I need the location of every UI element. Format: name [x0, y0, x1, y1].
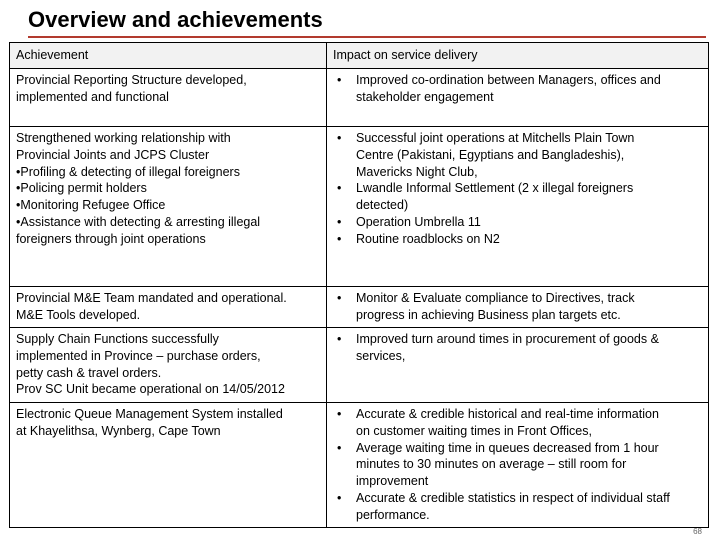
impact-bullet: [333, 180, 703, 214]
impact-text-line: minutes to 30 minutes on average – still room for: [356, 457, 627, 472]
achievement-cell: [10, 127, 327, 287]
impact-text-line: improvement: [356, 474, 429, 489]
achievement-text-line: M&E Tools developed.: [16, 307, 141, 322]
impact-text-line: Centre (Pakistani, Egyptians and Bangladeshis),: [356, 147, 625, 162]
impact-text-line: • Operation Umbrella 11: [356, 214, 481, 229]
impact-text-line: progress in achieving Business plan targets etc.: [356, 307, 621, 322]
impact-bullet-list: [333, 290, 703, 324]
table-row: [10, 403, 709, 528]
impact-text-line: • Routine roadblocks on N2: [356, 231, 500, 246]
impact-bullet: [333, 130, 703, 180]
achievement-cell: [10, 328, 327, 403]
impact-bullet-list: [333, 406, 703, 524]
impact-bullet: [333, 72, 703, 106]
achievement-cell: [10, 69, 327, 127]
header-impact: Impact on service delivery: [327, 43, 709, 69]
impact-cell: [327, 328, 709, 403]
achievement-text-line: Supply Chain Functions successfully: [16, 332, 219, 346]
achievement-text-line: implemented in Province – purchase orders,: [16, 348, 261, 363]
table-body: [10, 69, 709, 528]
achievement-text-line: implemented and functional: [16, 89, 169, 104]
impact-bullet: [333, 331, 703, 365]
impact-cell: [327, 287, 709, 328]
impact-text-line: on customer waiting times in Front Offices,: [356, 423, 592, 438]
title-underline: [28, 36, 706, 38]
impact-bullet-list: [333, 331, 703, 365]
impact-text-line: Mavericks Night Club,: [356, 164, 478, 179]
achievement-text-line: Provincial M&E Team mandated and operational.: [16, 291, 287, 305]
impact-bullet-list: [333, 72, 703, 106]
impact-text-line: • Lwandle Informal Settlement (2 x illegal foreigners: [356, 181, 634, 196]
impact-bullet: [333, 440, 703, 490]
impact-text-line: performance.: [356, 507, 430, 522]
impact-text-line: services,: [356, 348, 406, 363]
table-header-row: [10, 43, 709, 69]
table-row: [10, 287, 709, 328]
impact-cell: [327, 403, 709, 528]
impact-text-line: • Improved co-ordination between Managers, offices and: [356, 73, 661, 87]
achievement-text-line: Electronic Queue Management System installed: [16, 407, 283, 421]
achievement-text-line: •Monitoring Refugee Office: [16, 198, 166, 213]
impact-text-line: • Monitor & Evaluate compliance to Directives, track: [356, 291, 635, 305]
achievement-text-line: Provincial Joints and JCPS Cluster: [16, 147, 210, 162]
impact-text-line: • Accurate & credible statistics in respect of individual staff: [356, 490, 670, 505]
impact-text-line: • Average waiting time in queues decreased from 1 hour: [356, 440, 659, 455]
impact-text-line: • Improved turn around times in procurement of goods &: [356, 332, 659, 346]
achievement-text-line: petty cash & travel orders.: [16, 365, 162, 380]
header-achievement: Achievement: [10, 43, 327, 69]
impact-bullet: [333, 231, 703, 248]
table-row: [10, 127, 709, 287]
impact-bullet-list: [333, 130, 703, 248]
achievement-text-line: at Khayelithsa, Wynberg, Cape Town: [16, 423, 221, 438]
impact-text-line: • Accurate & credible historical and real-time information: [356, 407, 659, 421]
achievement-text-line: •Policing permit holders: [16, 181, 147, 196]
achievement-text-line: •Profiling & detecting of illegal foreigners: [16, 164, 240, 179]
page-title: Overview and achievements: [28, 7, 323, 32]
impact-bullet: [333, 406, 703, 440]
table-row: [10, 328, 709, 403]
achievement-text-line: •Assistance with detecting & arresting illegal: [16, 214, 261, 229]
achievement-cell: [10, 287, 327, 328]
impact-text-line: stakeholder engagement: [356, 89, 494, 104]
page-number: 68: [693, 527, 702, 536]
achievement-text-line: Prov SC Unit became operational on 14/05/2012: [16, 382, 285, 397]
impact-cell: [327, 127, 709, 287]
impact-text-line: detected): [356, 198, 409, 213]
table-row: [10, 69, 709, 127]
impact-text-line: • Successful joint operations at Mitchells Plain Town: [356, 131, 635, 145]
achievement-cell: [10, 403, 327, 528]
impact-bullet: [333, 214, 703, 231]
impact-bullet: [333, 490, 703, 524]
achievement-text-line: Strengthened working relationship with: [16, 131, 231, 145]
achievements-table: [9, 42, 709, 528]
achievement-text-line: foreigners through joint operations: [16, 231, 206, 246]
impact-bullet: [333, 290, 703, 324]
achievement-text-line: Provincial Reporting Structure developed,: [16, 73, 247, 87]
impact-cell: [327, 69, 709, 127]
